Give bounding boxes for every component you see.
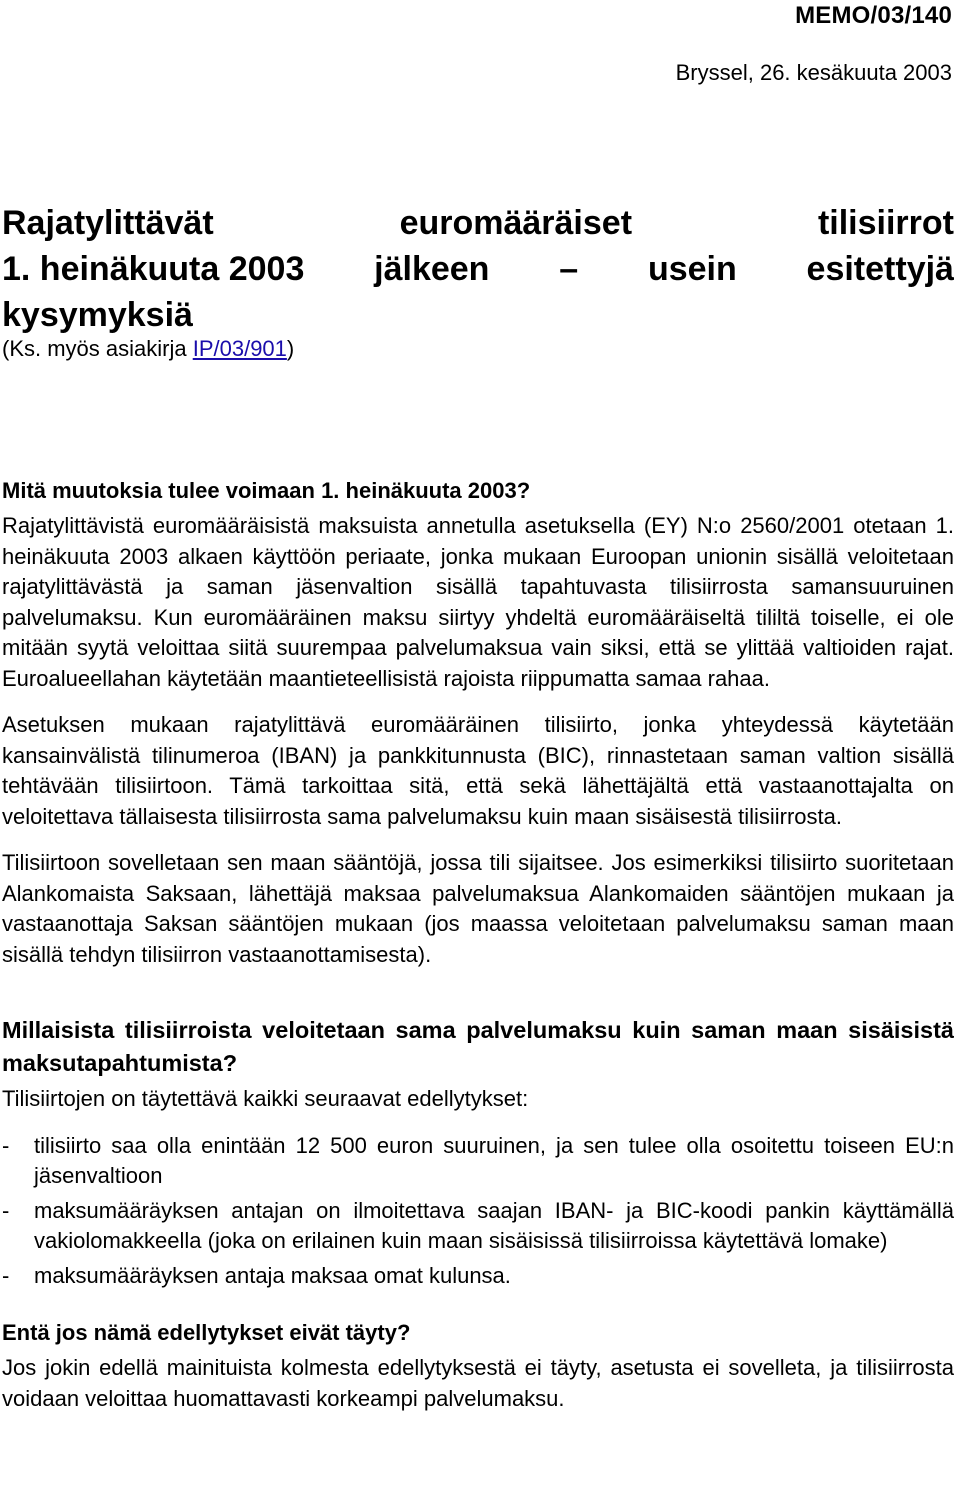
list-item — [2, 1196, 954, 1257]
title-line-2 — [2, 246, 954, 292]
list-item-text: maksumääräyksen antaja maksaa omat kulunsa. — [34, 1262, 511, 1288]
body-paragraph: Tilisiirtoon sovelletaan sen maan sääntöjä, jossa tili sijaitsee. Jos esimerkiksi tilisiirto suoritetaan Alankomaista Saksaan, lähettäjä maksaa palvelumaksua Alankomaiden sääntöjen mukaan ja vastaanottaja Saksan sääntöjen mukaan (jos maassa veloitetaan palvelumaksu saman maan sisällä tehdyn tilisiirron vastaanottamisesta). — [2, 850, 954, 967]
body-paragraph: Rajatylittävistä euromääräisistä maksuista annetulla asetuksella (EY) N:o 2560/2001 otetaan 1. heinäkuuta 2003 alkaen käyttöön periaate, jonka mukaan Euroopan unionin sisällä veloitetaan rajatylittävästä ja saman jäsenvaltion sisällä tapahtuvasta tilisiirrosta samansuuruinen palvelumaksu. Kun euromääräinen maksu siirtyy yhdeltä euromääräiseltä tililtä toiselle, ei ole mitään syytä veloittaa siitä suurempaa palvelumaksua vain siksi, että se ylittää valtioiden rajat. Euroalueellahan käytetään maantieteellisistä rajoista riippumatta samaa rahaa. — [2, 513, 954, 691]
list-dash: - — [2, 1132, 10, 1158]
section-heading-eligible-transfers: Millaisista tilisiirroista veloitetaan sama palvelumaksu kuin saman maan sisäisistä maksutapahtumista? — [2, 1017, 954, 1076]
see-also-prefix: (Ks. myös asiakirja — [2, 336, 193, 361]
memo-date: Bryssel, 26. kesäkuuta 2003 — [675, 60, 952, 85]
list-item — [2, 1261, 954, 1292]
see-also-reference — [2, 334, 294, 364]
body-paragraph: Tilisiirtojen on täytettävä kaikki seuraavat edellytykset: — [2, 1086, 529, 1111]
list-item-text: tilisiirto saa olla enintään 12 500 euron suuruinen, ja sen tulee olla osoitettu toiseen EU:n jäsenvaltioon — [34, 1132, 954, 1188]
list-item — [2, 1131, 954, 1192]
document-body — [2, 475, 954, 1414]
title-word: esitettyjä — [806, 250, 954, 288]
press-release-link[interactable]: IP/03/901 — [192, 336, 287, 361]
title-line-1 — [2, 200, 954, 246]
section-heading-changes: Mitä muutoksia tulee voimaan 1. heinäkuuta 2003? — [2, 478, 531, 503]
section-heading-conditions-not-met: Entä jos nämä edellytykset eivät täyty? — [2, 1320, 411, 1345]
title-word: euromääräiset — [399, 204, 633, 242]
memo-id: MEMO/03/140 — [795, 2, 952, 29]
title-line-3: kysymyksiä — [2, 296, 193, 334]
list-dash: - — [2, 1197, 10, 1223]
body-paragraph: Asetuksen mukaan rajatylittävä euromääräinen tilisiirto, jonka yhteydessä käytetään kansainvälistä tilinumeroa (IBAN) ja pankkitunnusta (BIC), rinnastetaan saman valtion sisällä tehtävään tilisiirtoon. Tämä tarkoittaa sitä, että sekä lähettäjältä että vastaanottajalta on veloitettava tällaisesta tilisiirrosta sama palvelumaksu kuin maan sisäisestä tilisiirrosta. — [2, 712, 954, 829]
list-dash: - — [2, 1262, 10, 1288]
list-item-text: maksumääräyksen antajan on ilmoitettava saajan IBAN- ja BIC-koodi pankin käyttämällä vakiolomakkeella (joka on erilainen kuin maan sisäisissä tilisiirroissa käytettävä lomake) — [34, 1197, 954, 1253]
see-also-suffix: ) — [286, 336, 295, 361]
title-word: tilisiirrot — [817, 204, 954, 242]
title-word: 1. heinäkuuta 2003 — [2, 250, 305, 288]
title-word: Rajatylittävät — [2, 204, 214, 242]
conditions-list — [2, 1131, 954, 1292]
body-paragraph: Jos jokin edellä mainituista kolmesta edellytyksestä ei täyty, asetusta ei sovelleta, ja tilisiirrosta voidaan veloittaa huomattavasti korkeampi palvelumaksu. — [2, 1355, 954, 1411]
title-word: jälkeen — [374, 250, 490, 288]
document-title — [2, 200, 954, 338]
title-word: usein — [647, 250, 737, 288]
title-word: – — [559, 250, 579, 288]
